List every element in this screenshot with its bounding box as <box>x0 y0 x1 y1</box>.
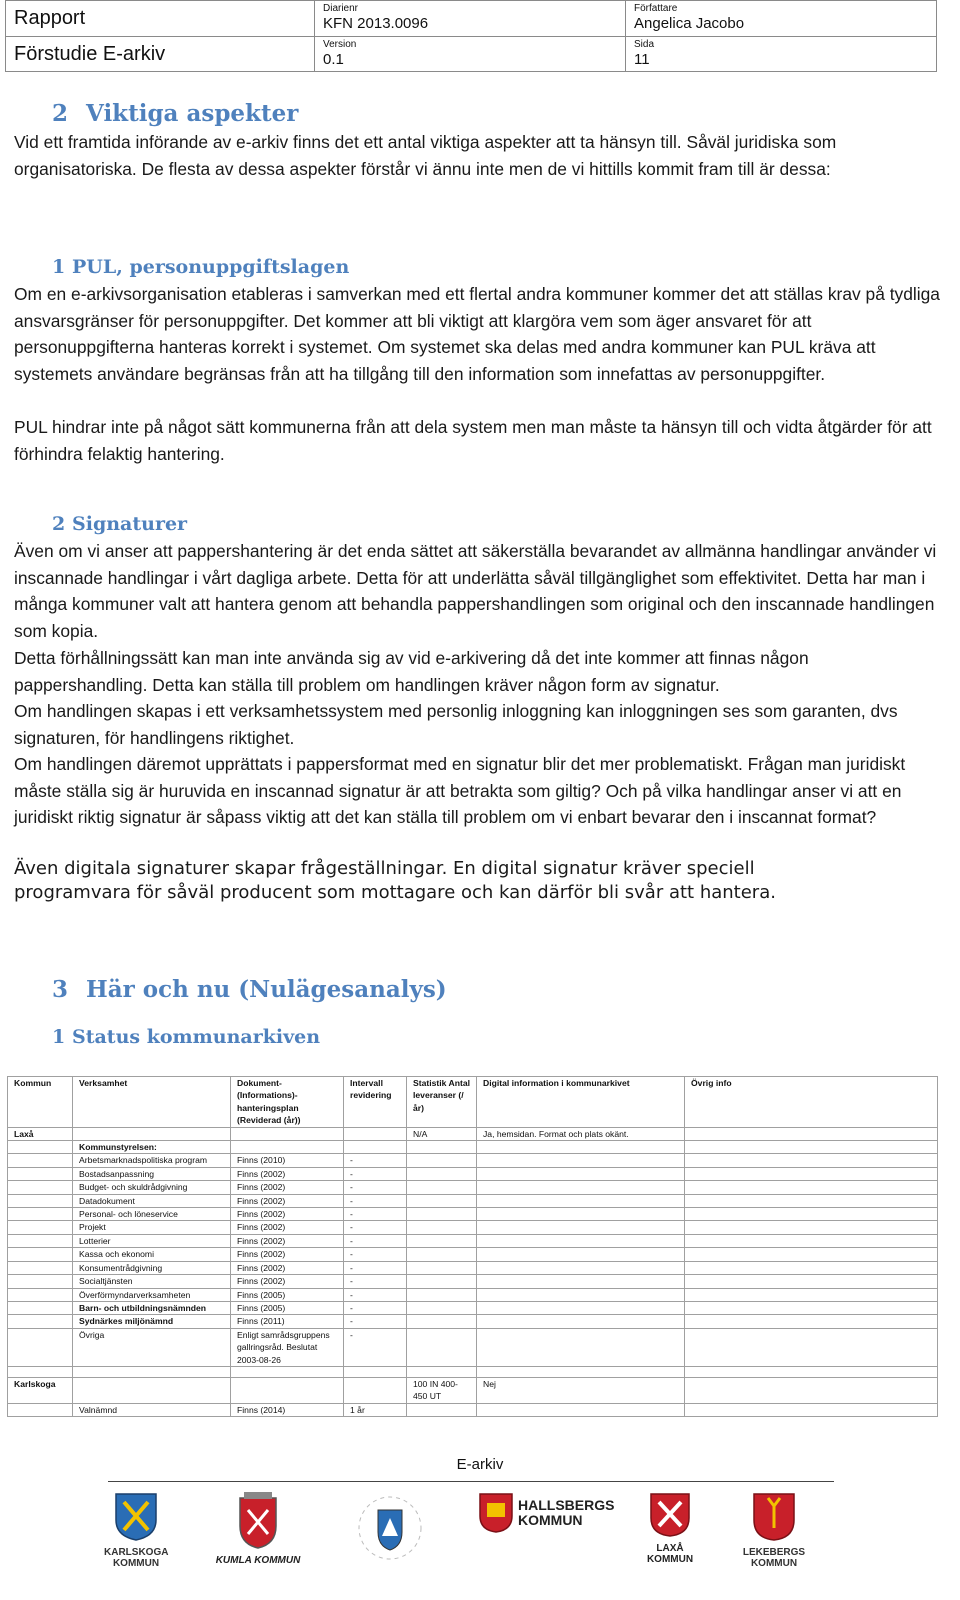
table-cell <box>477 1366 685 1377</box>
table-header-row <box>8 1077 938 1128</box>
kommun-cell: Laxå <box>8 1127 73 1140</box>
kommun-cell <box>8 1141 73 1154</box>
kommun-cell <box>8 1181 73 1194</box>
digital-cell <box>477 1328 685 1366</box>
statistik-cell <box>407 1234 477 1247</box>
statistik-cell <box>407 1181 477 1194</box>
kommun-cell <box>8 1234 73 1247</box>
section-heading: 2 Viktiga aspekter <box>52 100 299 127</box>
kommun-cell <box>8 1154 73 1167</box>
table-cell <box>477 1403 685 1416</box>
shield-icon <box>478 1492 514 1534</box>
intervall-cell: - <box>344 1208 407 1221</box>
intervall-cell: - <box>344 1315 407 1328</box>
version-label: Version <box>323 38 357 50</box>
table-row <box>8 1127 938 1140</box>
header-cell: Dokument-(Informations)-hanteringsplan (Reviderad (år)) <box>231 1077 344 1128</box>
verksamhet-cell: Socialtjänsten <box>73 1275 231 1288</box>
plan-cell: Finns (2002) <box>231 1194 344 1207</box>
table-row <box>8 1301 938 1314</box>
header-cell: Intervall revidering <box>344 1077 407 1128</box>
footer-divider <box>108 1481 834 1482</box>
intervall-cell <box>344 1141 407 1154</box>
doc-subtitle: Förstudie E-arkiv <box>14 42 166 65</box>
intervall-cell: - <box>344 1154 407 1167</box>
header-cell: Kommun <box>8 1077 73 1128</box>
verksamhet-cell: Övriga <box>73 1328 231 1366</box>
statistik-cell: 100 IN 400-450 UT <box>407 1377 477 1403</box>
verksamhet-cell: Konsumentrådgivning <box>73 1261 231 1274</box>
statistik-cell <box>407 1154 477 1167</box>
digital-cell <box>477 1221 685 1234</box>
kommun-cell <box>8 1315 73 1328</box>
intervall-cell: - <box>344 1221 407 1234</box>
page-number: 11 <box>634 50 650 68</box>
ovrig-cell <box>685 1141 938 1154</box>
doc-type: Rapport <box>14 7 86 29</box>
author-label: Författare <box>634 3 678 14</box>
paragraph: Även om vi anser att pappershantering är det enda sättet att säkerställa bevarandet av allmänna handlingar använder vi inscannade handlingar i vårt dagliga arbete. Detta för att underlätta såväl tillgänglighet som effektivitet. Detta har man i många kommuner valt att hantera genom att behandla pappershandlingen som original och den inscannade handlingen som kopia. <box>14 541 937 642</box>
digital-cell: Nej <box>477 1377 685 1403</box>
table-cell <box>407 1366 477 1377</box>
intervall-cell: - <box>344 1194 407 1207</box>
digital-cell <box>477 1234 685 1247</box>
ovrig-cell <box>685 1167 938 1180</box>
kommun-cell <box>8 1194 73 1207</box>
digital-cell <box>477 1194 685 1207</box>
header-cell: Digital information i kommunarkivet <box>477 1077 685 1128</box>
table-cell <box>231 1377 344 1403</box>
table-row <box>8 1315 938 1328</box>
plan-cell: Finns (2005) <box>231 1301 344 1314</box>
kommun-cell <box>8 1328 73 1366</box>
statistik-cell <box>407 1221 477 1234</box>
verksamhet-cell: Barn- och utbildningsnämnden <box>73 1301 231 1314</box>
plan-cell: Finns (2002) <box>231 1248 344 1261</box>
statistik-cell <box>407 1288 477 1301</box>
kommun-cell <box>8 1208 73 1221</box>
statistik-cell: N/A <box>407 1127 477 1140</box>
plan-cell <box>231 1141 344 1154</box>
digital-cell <box>477 1275 685 1288</box>
digital-cell <box>477 1154 685 1167</box>
ovrig-cell <box>685 1261 938 1274</box>
verksamhet-cell: Överförmyndarverksamheten <box>73 1288 231 1301</box>
verksamhet-cell: Kassa och ekonomi <box>73 1248 231 1261</box>
intervall-cell: - <box>344 1288 407 1301</box>
verksamhet-cell: Budget- och skuldrådgivning <box>73 1181 231 1194</box>
intervall-cell: - <box>344 1167 407 1180</box>
section-heading: 3 Här och nu (Nulägesanalys) <box>52 976 447 1003</box>
ovrig-cell <box>685 1194 938 1207</box>
paragraph: Om handlingen skapas i ett verksamhetssystem med personlig inloggning kan inloggningen ses som garanten, dvs signaturen, för handlingens riktighet. <box>14 701 898 748</box>
verksamhet-cell: Sydnärkes miljönämnd <box>73 1315 231 1328</box>
intervall-cell: - <box>344 1275 407 1288</box>
page-label: Sida <box>634 38 655 50</box>
plan-cell: Finns (2002) <box>231 1234 344 1247</box>
document-header <box>5 0 937 72</box>
table-row <box>8 1261 938 1274</box>
header-cell: Övrig info <box>685 1077 938 1128</box>
table-row <box>8 1403 938 1416</box>
verksamhet-cell: Kommunstyrelsen: <box>73 1141 231 1154</box>
statistik-cell <box>407 1301 477 1314</box>
statistik-cell <box>407 1208 477 1221</box>
kommun-cell <box>8 1275 73 1288</box>
plan-cell: Finns (2002) <box>231 1221 344 1234</box>
ovrig-cell <box>685 1181 938 1194</box>
verksamhet-cell: Valnämnd <box>73 1403 231 1416</box>
plan-cell: Finns (2014) <box>231 1403 344 1416</box>
digital-cell <box>477 1301 685 1314</box>
statistik-cell <box>407 1315 477 1328</box>
status-table <box>7 1076 938 1417</box>
table-row <box>8 1181 938 1194</box>
diarienr-label: Diarienr <box>323 3 359 14</box>
table-row <box>8 1366 938 1377</box>
plan-cell: Finns (2002) <box>231 1261 344 1274</box>
intervall-cell: - <box>344 1234 407 1247</box>
shield-icon <box>114 1492 158 1542</box>
lekeberg-logo: LEKEBERGS KOMMUN <box>740 1492 808 1569</box>
section-intro: Vid ett framtida införande av e-arkiv finns det ett antal viktiga aspekter att ta hänsyn till. Såväl juridiska som organisatoriska. De flesta av dessa aspekter förstår vi ännu inte men de vi hittills kommit fram till är dessa: <box>14 132 837 179</box>
table-row <box>8 1167 938 1180</box>
laxa-logo: LAXÅ KOMMUN <box>645 1492 695 1565</box>
table-row <box>8 1275 938 1288</box>
statistik-cell <box>407 1194 477 1207</box>
ovrig-cell <box>685 1154 938 1167</box>
digital-cell <box>477 1141 685 1154</box>
ovrig-cell <box>685 1301 938 1314</box>
plan-cell: Enligt samrådsgruppens gallringsråd. Beslutat 2003-08-26 <box>231 1328 344 1366</box>
ovrig-cell <box>685 1234 938 1247</box>
table-cell <box>407 1403 477 1416</box>
table-cell <box>73 1366 231 1377</box>
header-cell: Statistik Antal leveranser (/år) <box>407 1077 477 1128</box>
plan-cell: Finns (2005) <box>231 1288 344 1301</box>
table-row <box>8 1154 938 1167</box>
paragraph: Om en e-arkivsorganisation etableras i samverkan med ett flertal andra kommuner kommer det att ställas krav på tydliga ansvarsgränser för personuppgifter. Det kommer att bli viktigt att klargöra vem som äger ansvaret för att personuppgifterna hanteras korrekt i systemet. Om systemet ska delas med andra kommuner kan PUL kräva att systemets användare begränsas från att ha tillgång till den information som innefattas av personuppgifter. <box>14 284 940 385</box>
plan-cell: Finns (2011) <box>231 1315 344 1328</box>
verksamhet-cell: Projekt <box>73 1221 231 1234</box>
kommun-cell <box>8 1288 73 1301</box>
table-cell <box>231 1366 344 1377</box>
table-row <box>8 1194 938 1207</box>
ovrig-cell <box>685 1328 938 1366</box>
subsection-heading: 2 Signaturer <box>52 513 188 535</box>
table-cell <box>73 1377 231 1403</box>
paragraph: PUL hindrar inte på något sätt kommunerna från att dela system men man måste ta hänsyn till och vidta åtgärder för att förhindra felaktig hantering. <box>14 417 932 464</box>
plan-cell: Finns (2002) <box>231 1167 344 1180</box>
statistik-cell <box>407 1248 477 1261</box>
statistik-cell <box>407 1167 477 1180</box>
verksamhet-cell: Arbetsmarknadspolitiska program <box>73 1154 231 1167</box>
statistik-cell <box>407 1328 477 1366</box>
footer-label: E-arkiv <box>456 1456 504 1473</box>
version: 0.1 <box>323 50 344 68</box>
subsection-heading: 1 Status kommunarkiven <box>52 1026 321 1048</box>
kommun-cell <box>8 1261 73 1274</box>
ovrig-cell <box>685 1275 938 1288</box>
table-cell <box>344 1366 407 1377</box>
plan-cell: Finns (2002) <box>231 1181 344 1194</box>
askersund-logo <box>356 1492 424 1569</box>
shield-icon <box>750 1492 798 1542</box>
paragraph: Om handlingen däremot upprättats i pappersformat med en signatur blir det mer problematiskt. Frågan man juridiskt måste ställa sig är huruvida en inscannad signatur är att betrakta som giltig? Och på vilka handlingar anser vi att en juridiskt riktig signatur är såpass viktig att det kan ställa till problem om vi enbart bevarar den i inscannat format? <box>14 754 906 828</box>
ovrig-cell <box>685 1208 938 1221</box>
digital-cell <box>477 1248 685 1261</box>
statistik-cell <box>407 1141 477 1154</box>
ovrig-cell <box>685 1288 938 1301</box>
kommun-cell <box>8 1248 73 1261</box>
digital-cell <box>477 1288 685 1301</box>
ovrig-cell <box>685 1248 938 1261</box>
table-row <box>8 1208 938 1221</box>
hallsberg-logo: HALLSBERGS KOMMUN <box>478 1492 606 1534</box>
diarienr: KFN 2013.0096 <box>323 15 429 32</box>
intervall-cell: - <box>344 1181 407 1194</box>
digital-cell <box>477 1261 685 1274</box>
table-cell <box>344 1377 407 1403</box>
intervall-cell: - <box>344 1328 407 1366</box>
statistik-cell <box>407 1261 477 1274</box>
plan-cell: Finns (2002) <box>231 1275 344 1288</box>
kommun-cell <box>8 1403 73 1416</box>
plan-cell: Finns (2002) <box>231 1208 344 1221</box>
digital-cell <box>477 1315 685 1328</box>
verksamhet-cell: Personal- och löneservice <box>73 1208 231 1221</box>
digital-cell <box>477 1181 685 1194</box>
verksamhet-cell: Lotterier <box>73 1234 231 1247</box>
table-row <box>8 1328 938 1366</box>
table-cell <box>685 1377 938 1403</box>
verksamhet-cell: Bostadsanpassning <box>73 1167 231 1180</box>
kommun-cell <box>8 1221 73 1234</box>
table-cell <box>8 1366 73 1377</box>
kommun-cell <box>8 1167 73 1180</box>
table-row <box>8 1221 938 1234</box>
intervall-cell: - <box>344 1301 407 1314</box>
seal-icon <box>357 1492 423 1564</box>
author: Angelica Jacobo <box>634 15 745 32</box>
ovrig-cell <box>685 1221 938 1234</box>
table-row <box>8 1248 938 1261</box>
karlskoga-logo: KARLSKOGA KOMMUN <box>104 1492 168 1569</box>
kommun-cell: Karlskoga <box>8 1377 73 1403</box>
paragraph: Detta förhållningssätt kan man inte använda sig av vid e-arkivering då det inte kommer att finnas någon pappershandling. Detta kan ställa till problem om handlingen kräver någon form av signatur. <box>14 648 809 695</box>
table-row <box>8 1288 938 1301</box>
table-cell <box>685 1403 938 1416</box>
table-row <box>8 1234 938 1247</box>
plan-cell: Finns (2010) <box>231 1154 344 1167</box>
subsection-heading: 1 PUL, personuppgiftslagen <box>52 256 350 278</box>
intervall-cell: - <box>344 1261 407 1274</box>
ovrig-cell <box>685 1315 938 1328</box>
kumla-logo: KUMLA KOMMUN <box>205 1492 311 1566</box>
shield-icon <box>649 1492 691 1538</box>
statistik-cell <box>407 1275 477 1288</box>
table-cell <box>685 1366 938 1377</box>
kommun-cell <box>8 1301 73 1314</box>
digital-cell <box>477 1208 685 1221</box>
intervall-cell: 1 år <box>344 1403 407 1416</box>
table-row <box>8 1141 938 1154</box>
table-row <box>8 1377 938 1403</box>
digital-cell <box>477 1167 685 1180</box>
paragraph: Även digitala signaturer skapar frågeställningar. En digital signatur kräver speciell programvara för såväl producent som mottagare och kan därför bli svår att hantera. <box>14 858 776 903</box>
shield-icon <box>238 1492 278 1550</box>
verksamhet-cell: Datadokument <box>73 1194 231 1207</box>
digital-cell: Ja, hemsidan. Format och plats okänt. <box>477 1127 685 1140</box>
header-cell: Verksamhet <box>73 1077 231 1128</box>
intervall-cell: - <box>344 1248 407 1261</box>
